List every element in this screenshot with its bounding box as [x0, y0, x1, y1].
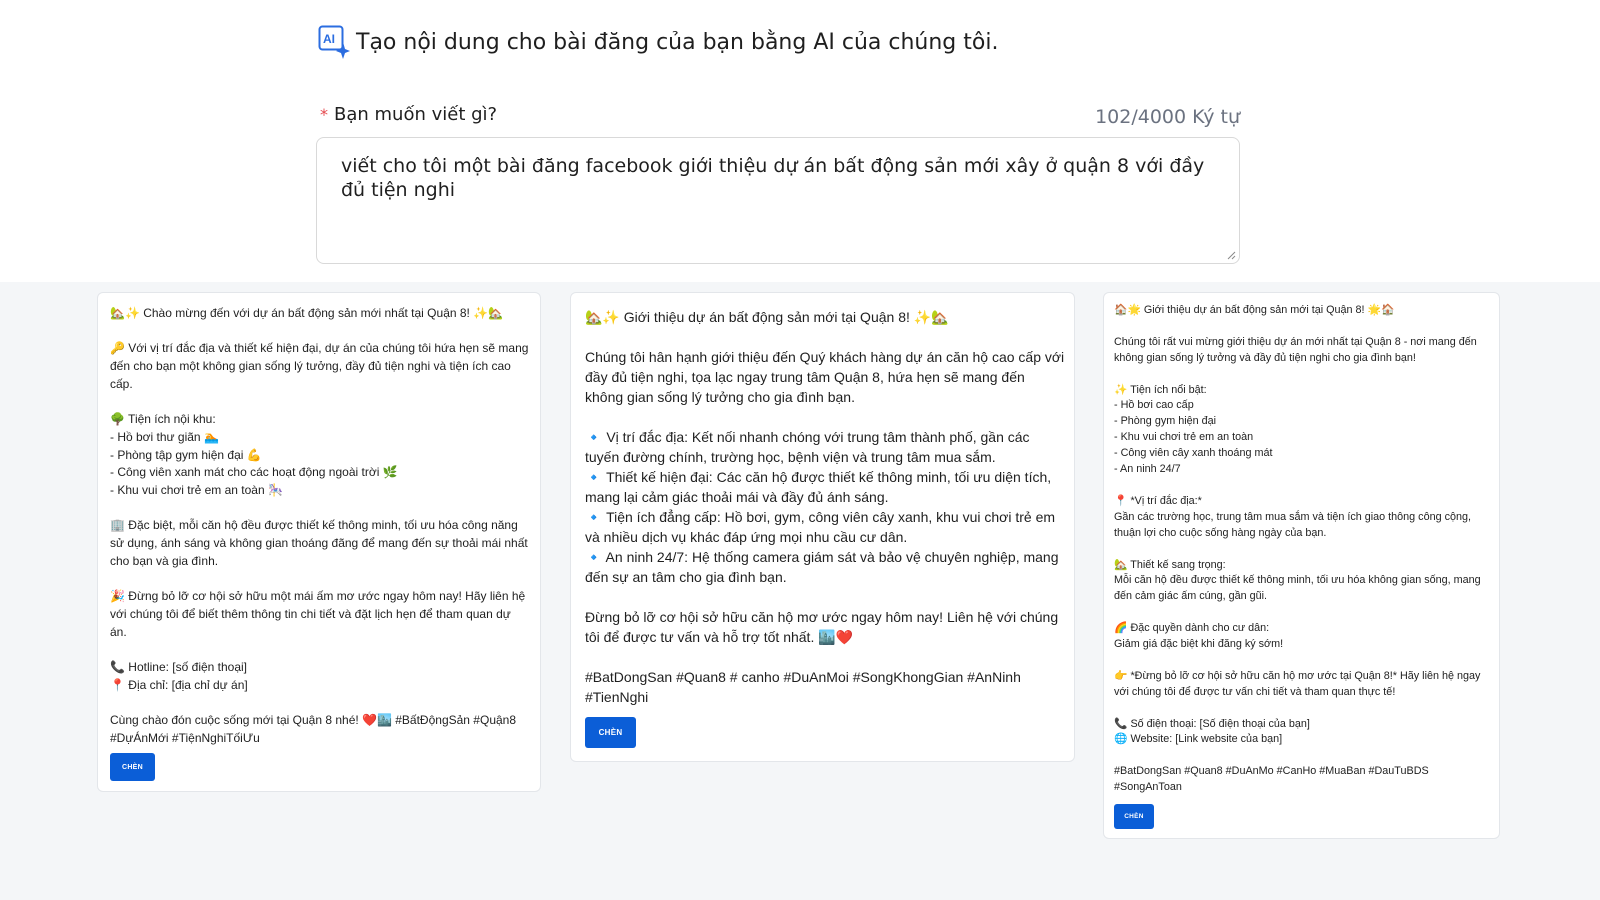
svg-text:AI: AI — [323, 32, 335, 46]
prompt-label — [320, 104, 497, 125]
resize-handle-icon[interactable] — [1226, 250, 1236, 260]
result-text: 🏡✨ Giới thiệu dự án bất động sản mới tại Quận 8! ✨🏡 Chúng tôi hân hạnh giới thiệu đến Quý khách hàng dự án căn hộ cao cấp với đầy đủ tiện nghi, tọa lạc ngay trung tâm Quận 8, hứa hẹn sẽ mang đến không gian sống lý tưởng cho gia đình bạn. 🔹 Vị trí đắc địa: Kết nối nhanh chóng với trung tâm thành phố, gần các tuyến đường chính, trường học, bệnh viện và trung tâm mua sắm. 🔹 Thiết kế hiện đại: Các căn hộ được thiết kế thông minh, tối ưu diện tích, mang lại cảm giác thoải mái và đầy đủ ánh sáng. 🔹 Tiện ích đẳng cấp: Hồ bơi, gym, công viên cây xanh, khu vui chơi trẻ em và nhiều dịch vụ khác đáp ứng mọi nhu cầu cư dân. 🔹 An ninh 24/7: Hệ thống camera giám sát và bảo vệ chuyên nghiệp, mang đến sự an tâm cho gia đình bạn. Đừng bỏ lỡ cơ hội sở hữu căn hộ mơ ước ngay hôm nay! Liên hệ với chúng tôi để được tư vấn và hỗ trợ tốt nhất. 🏙️❤️ #BatDongSan #Quan8 # canho #DuAnMoi #SongKhongGian #AnNinh #TienNghi — [585, 309, 1065, 705]
prompt-input[interactable] — [316, 137, 1240, 264]
result-card — [570, 292, 1075, 762]
result-card — [1103, 292, 1500, 839]
prompt-section — [0, 0, 1600, 282]
insert-button[interactable]: CHÈN — [585, 717, 636, 748]
char-counter: 102/4000 Ký tự — [1095, 106, 1240, 128]
page-title: Tạo nội dung cho bài đăng của bạn bằng AI của chúng tôi. — [356, 29, 999, 55]
ai-sparkle-icon — [318, 25, 350, 59]
page-header — [318, 24, 998, 60]
prompt-label-text: Bạn muốn viết gì? — [334, 104, 498, 125]
result-text: 🏠🌟 Giới thiệu dự án bất động sản mới tại Quận 8! 🌟🏠 Chúng tôi rất vui mừng giới thiệu dự án mới nhất tại Quận 8 - nơi mang đến không gian sống lý tưởng và đầy đủ tiện nghi cho gia đình bạn! ✨ Tiện ích nổi bật: - Hồ bơi cao cấp - Phòng gym hiện đại - Khu vui chơi trẻ em an toàn - Công viên cây xanh thoáng mát - An ninh 24/7 📍 *Vị trí đắc địa:* Gần các trường học, trung tâm mua sắm và tiện ích giao thông công cộng, thuận lợi cho cuộc sống hàng ngày của bạn. 🏡 Thiết kế sang trọng: Mỗi căn hộ đều được thiết kế thông minh, tối ưu hóa không gian sống, mang đến cảm giác ấm cúng, gần gũi. 🌈 Đặc quyền dành cho cư dân: Giảm giá đặc biệt khi đăng ký sớm! 👉 *Đừng bỏ lỡ cơ hội sở hữu căn hộ mơ ước tại Quận 8!* Hãy liên hệ ngay với chúng tôi để được tư vấn chi tiết và tham quan thực tế! 📞 Số điện thoại: [Số điện thoại của bạn] 🌐 Website: [Link website của bạn] #BatDongSan #Quan8 #DuAnMo #CanHo #MuaBan #DauTuBDS #SongAnToan — [1114, 304, 1481, 794]
result-card — [97, 292, 541, 792]
result-text: 🏡✨ Chào mừng đến với dự án bất động sản mới nhất tại Quận 8! ✨🏡 🔑 Với vị trí đắc địa và thiết kế hiện đại, dự án của chúng tôi hứa hẹn sẽ mang đến cho bạn một không gian sống lý tưởng, đầy đủ tiện nghi và tiện ích cao cấp. 🌳 Tiện ích nội khu: - Hồ bơi thư giãn 🏊 - Phòng tập gym hiện đại 💪 - Công viên xanh mát cho các hoạt động ngoài trời 🌿 - Khu vui chơi trẻ em an toàn 🎠 🏢 Đặc biệt, mỗi căn hộ đều được thiết kế thông minh, tối ưu hóa công năng sử dụng, ánh sáng và không gian thoáng đãng để mang đến sự thoải mái nhất cho bạn và gia đình. 🎉 Đừng bỏ lỡ cơ hội sở hữu một mái ấm mơ ước ngay hôm nay! Hãy liên hệ với chúng tôi để biết thêm thông tin chi tiết và đặt lịch hẹn để tham quan dự án. 📞 Hotline: [số điện thoại] 📍 Địa chỉ: [địa chỉ dự án] Cùng chào đón cuộc sống mới tại Quận 8 nhé! ❤️🏙️ #BấtĐộngSản #Quận8 #DựÁnMới #TiệnNghiTốiƯu — [110, 306, 529, 745]
insert-button[interactable]: CHÈN — [1114, 804, 1154, 829]
insert-button[interactable]: CHÈN — [110, 753, 155, 781]
required-mark: * — [320, 105, 328, 124]
